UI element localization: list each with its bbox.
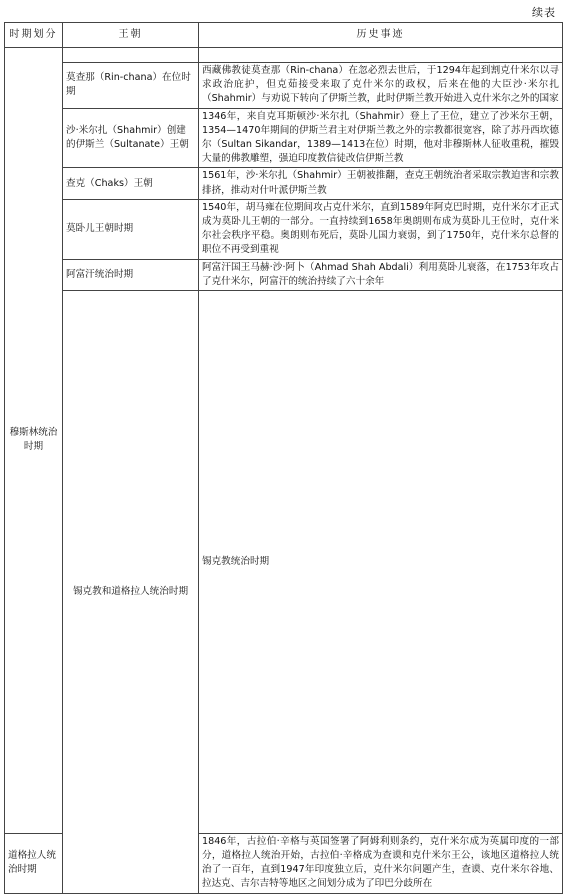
dynasty-cell	[63, 48, 199, 63]
events-cell: 1561年，沙·米尔扎（Shahmir）王朝被推翻，查克王朝统治者采取宗教迫害和宗教排挤，推动对什叶派伊斯兰教	[199, 168, 563, 199]
events-cell: 1846年，古拉伯·辛格与英国签署了阿姆利则条约，克什米尔成为英属印度的一部分，道格拉人统治开始，古拉伯·辛格成为查谟和克什米尔王公，该地区道格拉人统治了一百年，直到1947年印度独立后，克什米尔问题产生，查谟、克什米尔谷地、拉达克、吉尔吉特等地区之间划分成为了印巴分歧所在	[199, 833, 563, 893]
dynasty-cell: 莫卧儿王朝时期	[63, 199, 199, 259]
dynasty-cell: 莫查那（Rin-chana）在位时期	[63, 63, 199, 109]
header-events: 历史事迹	[199, 23, 563, 48]
table-row	[5, 63, 563, 109]
header-dynasty: 王朝	[63, 23, 199, 48]
history-table	[4, 22, 563, 894]
dynasty-cell: 沙·米尔扎（Shahmir）创建的伊斯兰（Sultanate）王朝	[63, 108, 199, 168]
header-period: 时期划分	[5, 23, 63, 48]
table-row	[5, 168, 563, 199]
events-cell: 1540年，胡马雍在位期间攻占克什米尔，直到1589年阿克巴时期，克什米尔才正式成为莫卧儿王朝的一部分。一直持续到1658年奥朗则布成为莫卧儿王位时，克什米尔社会秩序平稳。奥朗则布死后，莫卧儿国力衰弱，到了1750年，克什米尔总督的职位不再受到重视	[199, 199, 563, 259]
events-cell: 1346年，来自克耳斯顿沙·米尔扎（Shahmir）登上了王位，建立了沙米尔王朝，1354—1470年期间的伊斯兰君主对伊斯兰教之外的宗教都很宽容，除了苏丹西坎德尔（Sultan Sikandar，1389—1413在位）时期，他对非穆斯林人征收重税，摧毁大量的佛教雕塑，强迫印度教信徒改信伊斯兰教	[199, 108, 563, 168]
dynasty-cell: 锡克教统治时期	[199, 291, 563, 834]
events-cell: 阿富汗国王马赫·沙·阿卜（Ahmad Shah Abdali）利用莫卧儿衰落，在1753年攻占了克什米尔，阿富汗的统治持续了六十余年	[199, 259, 563, 290]
dynasty-cell: 阿富汗统治时期	[63, 259, 199, 290]
table-header-row	[5, 23, 563, 48]
continued-label: 续表	[532, 6, 556, 19]
dynasty-cell: 查克（Chaks）王朝	[63, 168, 199, 199]
events-cell: 西藏佛教徒莫查那（Rin-chana）在忽必烈去世后，于1294年起到割克什米尔以寻求政治庇护，但克茹接受来取了克什米尔的政权，后来在他的大臣沙·米尔扎（Shahmir）与劝说下转向了伊斯兰教，此时伊斯兰教开始进入克什米尔之外的国家	[199, 63, 563, 109]
table-row	[5, 48, 563, 63]
table-row	[5, 108, 563, 168]
period-sikh-dogra-rule: 锡克教和道格拉人统治时期	[63, 291, 199, 894]
events-cell	[199, 48, 563, 63]
period-muslim-rule: 穆斯林统治时期	[5, 48, 63, 834]
table-row	[5, 291, 563, 834]
dynasty-cell: 道格拉人统治时期	[5, 833, 63, 893]
table-row	[5, 259, 563, 290]
table-row	[5, 199, 563, 259]
